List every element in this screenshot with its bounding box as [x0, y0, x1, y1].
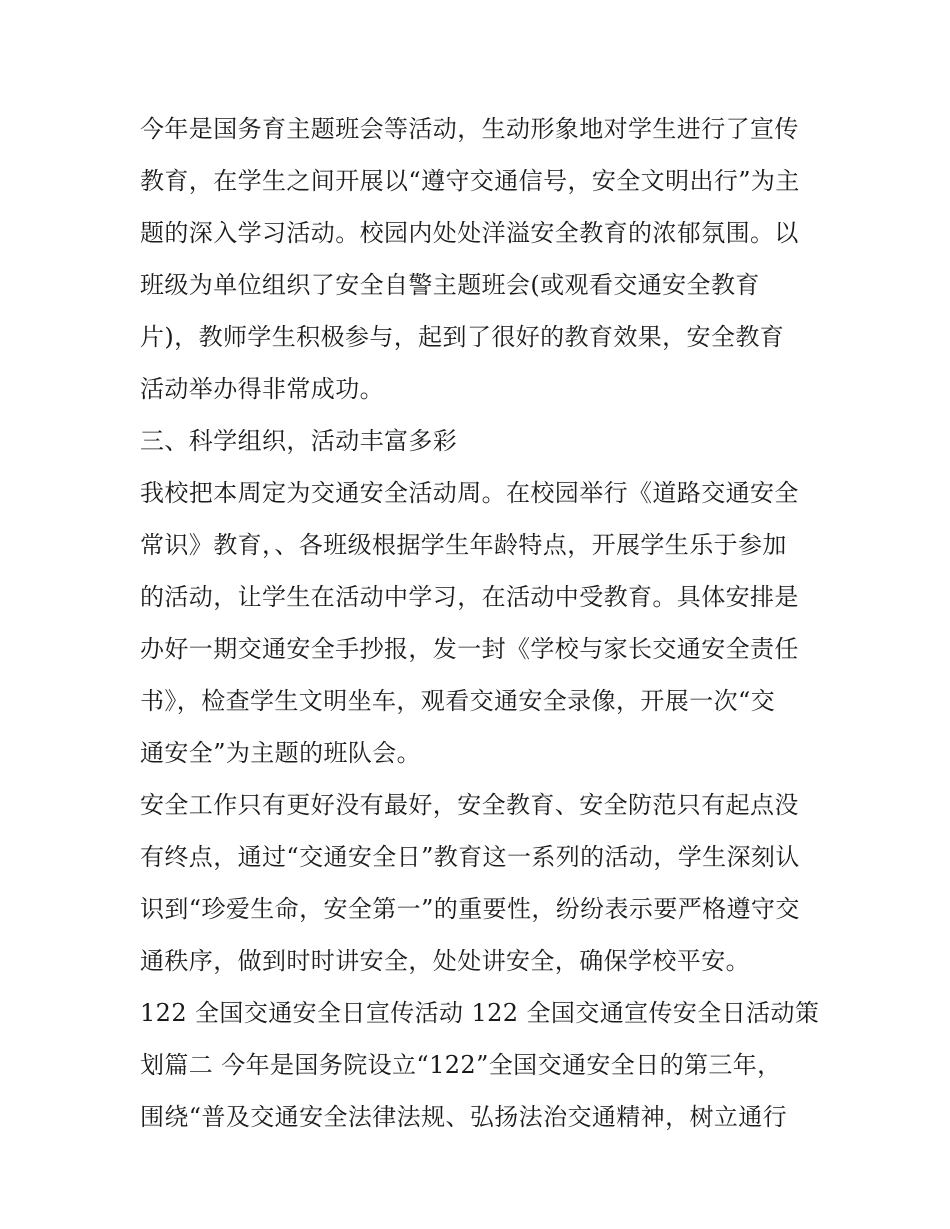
text-line: 的活动，让学生在活动中学习，在活动中受教育。具体安排是 [140, 583, 799, 611]
document-body [140, 103, 820, 1143]
text-line: 常识》教育，、各班级根据学生年龄特点，开展学生乐于参加 [140, 531, 787, 559]
text-line: 教育，在学生之间开展以“遵守交通信号，安全文明出行”为主 [140, 167, 800, 195]
text-line: 办好一期交通安全手抄报，发一封《学校与家长交通安全责任 [140, 635, 799, 663]
text-line: 我校把本周定为交通安全活动周。在校园举行《道路交通安全 [140, 479, 799, 507]
text-line: 书》，检查学生文明坐车，观看交通安全录像，开展一次“交 [140, 687, 776, 715]
text-line: 识到“珍爱生命，安全第一”的重要性，纷纷表示要严格遵守交 [140, 895, 800, 923]
section-heading: 三、科学组织，活动丰富多彩 [140, 427, 458, 455]
text-line: 活动举办得非常成功。 [140, 375, 384, 403]
text-line: 划篇二 今年是国务院设立“122”全国交通安全日的第三年， [140, 1051, 782, 1079]
text-line: 题的深入学习活动。校园内处处洋溢安全教育的浓郁氛围。以 [140, 219, 799, 247]
text-line: 围绕“普及交通安全法律法规、弘扬法治交通精神，树立通行 [140, 1103, 788, 1131]
text-line: 通秩序，做到时时讲安全，处处讲安全，确保学校平安。 [140, 947, 750, 975]
text-line: 安全工作只有更好没有最好，安全教育、安全防范只有起点没 [140, 791, 799, 819]
text-line: 有终点，通过“交通安全日”教育这一系列的活动，学生深刻认 [140, 843, 800, 871]
text-line: 片)，教师学生积极参与，起到了很好的教育效果，安全教育 [140, 323, 785, 351]
text-line: 班级为单位组织了安全自警主题班会(或观看交通安全教育 [140, 271, 760, 299]
text-line: 122 全国交通安全日宣传活动 122 全国交通宣传安全日活动策 [140, 999, 820, 1027]
text-line: 通安全”为主题的班队会。 [140, 739, 422, 767]
text-line: 今年是国务育主题班会等活动，生动形象地对学生进行了宣传 [140, 115, 799, 143]
